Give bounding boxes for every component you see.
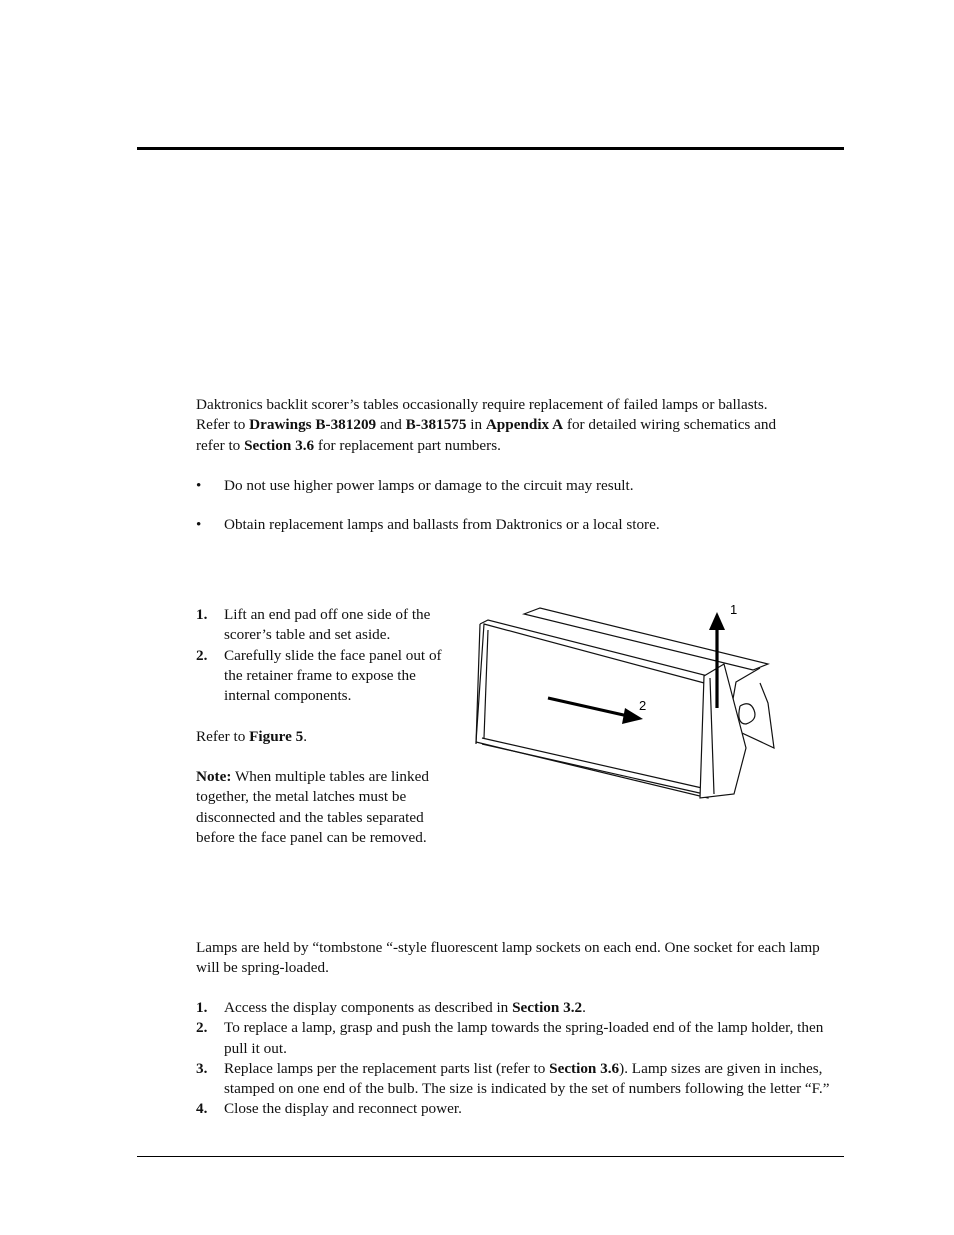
- intro-paragraph: [196, 395, 844, 456]
- note-text: When multiple tables are linked together, the metal latches must be disconnected and the tables separated before the face panel can be removed.: [196, 768, 429, 846]
- intro-text: Refer to: [196, 416, 250, 434]
- step-number: 1.: [196, 999, 208, 1016]
- bullet-icon: •: [196, 477, 202, 494]
- step-text: Close the display and reconnect power.: [224, 1100, 462, 1118]
- bullet-text: Do not use higher power lamps or damage to the circuit may result.: [224, 477, 634, 494]
- note-paragraph: [196, 767, 452, 848]
- step-text: Carefully slide the face panel out of the retainer frame to expose the internal components.: [224, 646, 442, 705]
- list-item: [196, 646, 458, 707]
- appendix-ref: Appendix A: [485, 416, 564, 434]
- intro-text: for detailed wiring schematics and: [563, 416, 777, 434]
- list-item: [196, 605, 458, 646]
- end-leg: [700, 664, 746, 798]
- intro-text: refer to: [196, 436, 245, 454]
- scorers-table-figure: [468, 598, 784, 806]
- step-number: 3.: [196, 1059, 208, 1077]
- drawing-ref-1: Drawings B-381209: [249, 416, 377, 434]
- step-text: Access the display components as described in: [224, 999, 513, 1016]
- refer-text: .: [303, 728, 308, 745]
- step-text: To replace a lamp, grasp and push the lamp towards the spring-loaded end of the lamp holder, then pull it out.: [224, 1019, 824, 1057]
- arrow-1-label: 1: [730, 602, 738, 617]
- list-item: [196, 1099, 831, 1119]
- step-number: 2.: [196, 646, 208, 664]
- lamp-steps: [196, 998, 831, 1120]
- intro-text: and: [376, 416, 406, 434]
- intro-text: for replacement part numbers.: [314, 436, 501, 454]
- figure-reference: [196, 727, 458, 747]
- intro-text: in: [466, 416, 486, 434]
- step-text: Replace lamps per the replacement parts list (refer to: [224, 1059, 550, 1077]
- list-item: [196, 1018, 831, 1059]
- refer-text: Refer to: [196, 728, 250, 745]
- step-text: Lift an end pad off one side of the scorer’s table and set aside.: [224, 606, 431, 644]
- arrow-2-label: 2: [639, 698, 647, 713]
- drawing-ref-2: B-381575: [405, 416, 467, 434]
- figure-ref: Figure 5: [249, 728, 304, 745]
- section-ref: Section 3.6: [244, 436, 315, 454]
- list-item: [196, 998, 831, 1018]
- access-steps: [196, 605, 458, 706]
- list-item: [196, 1059, 831, 1100]
- section-ref: Section 3.2: [512, 999, 583, 1016]
- step-text: ). Lamp sizes are given in inches, stamped on one end of the bulb. The size is indicated by the set of numbers following the letter “F.”: [224, 1059, 830, 1098]
- step-number: 1.: [196, 606, 208, 623]
- bullet-text: Obtain replacement lamps and ballasts from Daktronics or a local store.: [224, 516, 660, 533]
- intro-line-1: Daktronics backlit scorer’s tables occasionally require replacement of failed lamps or ballasts.: [196, 396, 768, 413]
- header-rule: [137, 147, 844, 150]
- section-ref: Section 3.6: [549, 1059, 620, 1077]
- lamps-intro: Lamps are held by “tombstone “-style fluorescent lamp sockets on each end. One socket for each lamp will be spring-loaded.: [196, 939, 820, 977]
- bullet-icon: •: [196, 516, 202, 533]
- latch: [739, 704, 755, 724]
- footer-rule: [137, 1156, 844, 1157]
- note-label: Note:: [196, 768, 232, 785]
- step-number: 2.: [196, 1019, 208, 1037]
- step-number: 4.: [196, 1100, 208, 1118]
- step-text: .: [582, 999, 586, 1016]
